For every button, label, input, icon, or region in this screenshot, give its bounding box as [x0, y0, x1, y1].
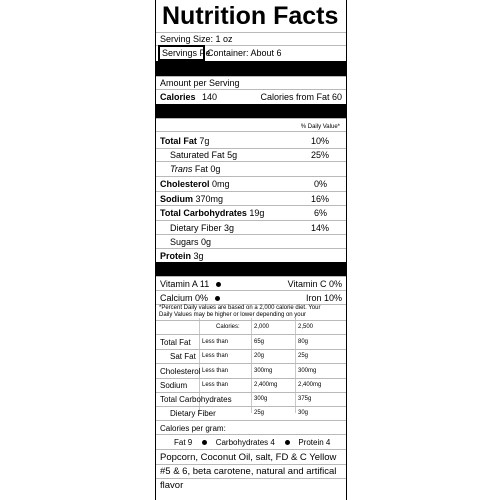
grid-line	[295, 318, 296, 413]
vitamin-c: Vitamin C 0%	[287, 279, 342, 289]
nutrient-row	[170, 237, 211, 247]
grid-line	[156, 76, 346, 77]
calories-from-fat: Calories from Fat 60	[260, 92, 342, 102]
grid-line	[156, 406, 346, 407]
nutrient-dv: 6%	[314, 208, 328, 218]
grid-line	[156, 449, 346, 450]
calories-value: 140	[202, 92, 218, 102]
grid-line	[156, 220, 346, 221]
grid-line	[156, 89, 346, 90]
label-title: Nutrition Facts	[162, 2, 339, 30]
table-header-calories: Calories:	[216, 324, 240, 330]
amount-per-serving: Amount per Serving	[160, 78, 240, 88]
nutrient-amount: 3g	[224, 223, 235, 233]
table-row-2000: 2,400mg	[254, 382, 278, 388]
nutrient-dv: 16%	[311, 194, 330, 204]
table-row-label: Sat Fat	[170, 352, 196, 361]
table-header-2500: 2,500	[298, 324, 314, 330]
nutrient-dv: 14%	[311, 223, 330, 233]
nutrient-row	[170, 164, 220, 174]
grid-line	[156, 378, 346, 379]
grid-line	[156, 363, 346, 364]
grid-line	[251, 318, 252, 413]
nutrient-row	[160, 179, 230, 189]
nutrient-label: Saturated Fat	[170, 150, 225, 160]
grid-line	[156, 118, 346, 119]
table-row-2000: 25g	[254, 410, 265, 416]
daily-value-header: % Daily Value*	[300, 124, 340, 130]
table-row-2000: 20g	[254, 353, 265, 359]
grid-line	[156, 420, 346, 421]
table-row-2000: 65g	[254, 339, 265, 345]
grid-line	[156, 334, 346, 335]
table-row-2500: 25g	[298, 353, 309, 359]
thick-divider	[156, 61, 346, 76]
nutrient-dv: 25%	[311, 150, 330, 160]
table-row-cmp: Less than	[202, 368, 229, 374]
per-gram-carb: Carbohydrates 4	[215, 438, 275, 447]
table-row-label: Dietary Fiber	[170, 409, 216, 418]
grid-line	[156, 464, 346, 465]
grid-line	[156, 276, 346, 277]
table-header-2000: 2,000	[254, 324, 270, 330]
ingredients-line: Popcorn, Coconut Oil, salt, FD & C Yellow	[160, 452, 337, 463]
nutrient-label: Total Carbohydrates	[160, 208, 247, 218]
nutrient-label: Trans	[170, 164, 193, 174]
calories-label: Calories	[160, 92, 196, 102]
per-gram-fat: Fat 9	[174, 438, 193, 447]
thick-divider	[156, 262, 346, 276]
servings-label[interactable]: Servings Pe	[162, 48, 211, 58]
bullet-icon	[215, 296, 220, 301]
table-row-label: Cholesterol	[160, 367, 201, 376]
thick-divider	[156, 104, 346, 118]
table-row-2000: 300mg	[254, 368, 273, 374]
grid-line	[156, 392, 346, 393]
grid-line	[156, 32, 346, 33]
grid-line	[156, 478, 346, 479]
grid-line	[156, 234, 346, 235]
nutrient-amount: 370mg	[195, 194, 224, 204]
servings-value: Container: About 6	[207, 48, 282, 58]
iron: Iron 10%	[305, 293, 342, 303]
nutrient-amount: 5g	[227, 150, 238, 160]
per-gram-row	[174, 438, 330, 447]
nutrient-dv: 0%	[314, 179, 328, 189]
footnote-line: Daily Values may be higher or lower depending on your	[159, 312, 306, 318]
grid-line	[156, 248, 346, 249]
nutrition-label	[155, 0, 347, 500]
nutrient-label: Protein	[160, 251, 192, 261]
per-gram-protein: Protein 4	[298, 438, 331, 447]
ingredients-line: #5 & 6, beta carotene, natural and artifical	[160, 466, 337, 477]
calories-per-gram: Calories per gram:	[160, 424, 226, 433]
table-row-cmp: Less than	[202, 339, 229, 345]
grid-line	[156, 148, 346, 149]
vitamin-a	[160, 279, 221, 289]
nutrient-row	[160, 194, 223, 204]
table-row-cmp: Less than	[202, 382, 229, 388]
nutrient-amount: 7g	[199, 136, 210, 146]
nutrient-amount: 0mg	[212, 179, 230, 189]
bullet-icon	[216, 282, 221, 287]
grid-line	[156, 191, 346, 192]
vitamin-a-label: Vitamin A 11	[160, 279, 210, 289]
table-row-label: Total Carbohydrates	[160, 395, 232, 404]
bullet-icon	[202, 440, 207, 445]
serving-size: Serving Size: 1 oz	[160, 34, 233, 44]
table-row-cmp: Less than	[202, 353, 229, 359]
nutrient-amount: 0g	[201, 237, 212, 247]
grid-line	[156, 176, 346, 177]
table-row-2500: 375g	[298, 396, 312, 402]
table-row-2000: 300g	[254, 396, 268, 402]
nutrient-row	[160, 136, 209, 146]
table-row-2500: 2,400mg	[298, 382, 322, 388]
nutrient-row	[170, 223, 234, 233]
nutrient-row	[170, 150, 237, 160]
grid-line	[156, 434, 346, 435]
table-row-label: Sodium	[160, 381, 188, 390]
table-row-2500: 30g	[298, 410, 309, 416]
table-row-2500: 80g	[298, 339, 309, 345]
grid-line	[156, 205, 346, 206]
grid-line	[156, 161, 346, 162]
nutrient-label: Dietary Fiber	[170, 223, 222, 233]
nutrient-dv: 10%	[311, 136, 330, 146]
grid-line	[156, 131, 346, 132]
bullet-icon	[285, 440, 290, 445]
nutrient-row	[160, 251, 204, 261]
table-row-label: Total Fat	[160, 338, 191, 347]
nutrient-label: Total Fat	[160, 136, 197, 146]
nutrient-amount: 3g	[193, 251, 204, 261]
ingredients-line: flavor	[160, 480, 184, 491]
nutrient-label: Sugars	[170, 237, 199, 247]
table-row-2500: 300mg	[298, 368, 317, 374]
footnote-line: *Percent Daily values are based on a 2,000 calorie diet. Your	[159, 305, 321, 311]
nutrient-label: Cholesterol	[160, 179, 210, 189]
nutrient-row	[160, 208, 264, 218]
grid-line	[156, 290, 346, 291]
grid-line	[156, 320, 346, 321]
grid-line	[156, 349, 346, 350]
nutrient-amount: 19g	[249, 208, 265, 218]
nutrient-label: Sodium	[160, 194, 193, 204]
nutrient-amount: Fat 0g	[194, 164, 221, 174]
calcium-label: Calcium 0%	[160, 293, 209, 303]
calcium	[160, 293, 220, 303]
